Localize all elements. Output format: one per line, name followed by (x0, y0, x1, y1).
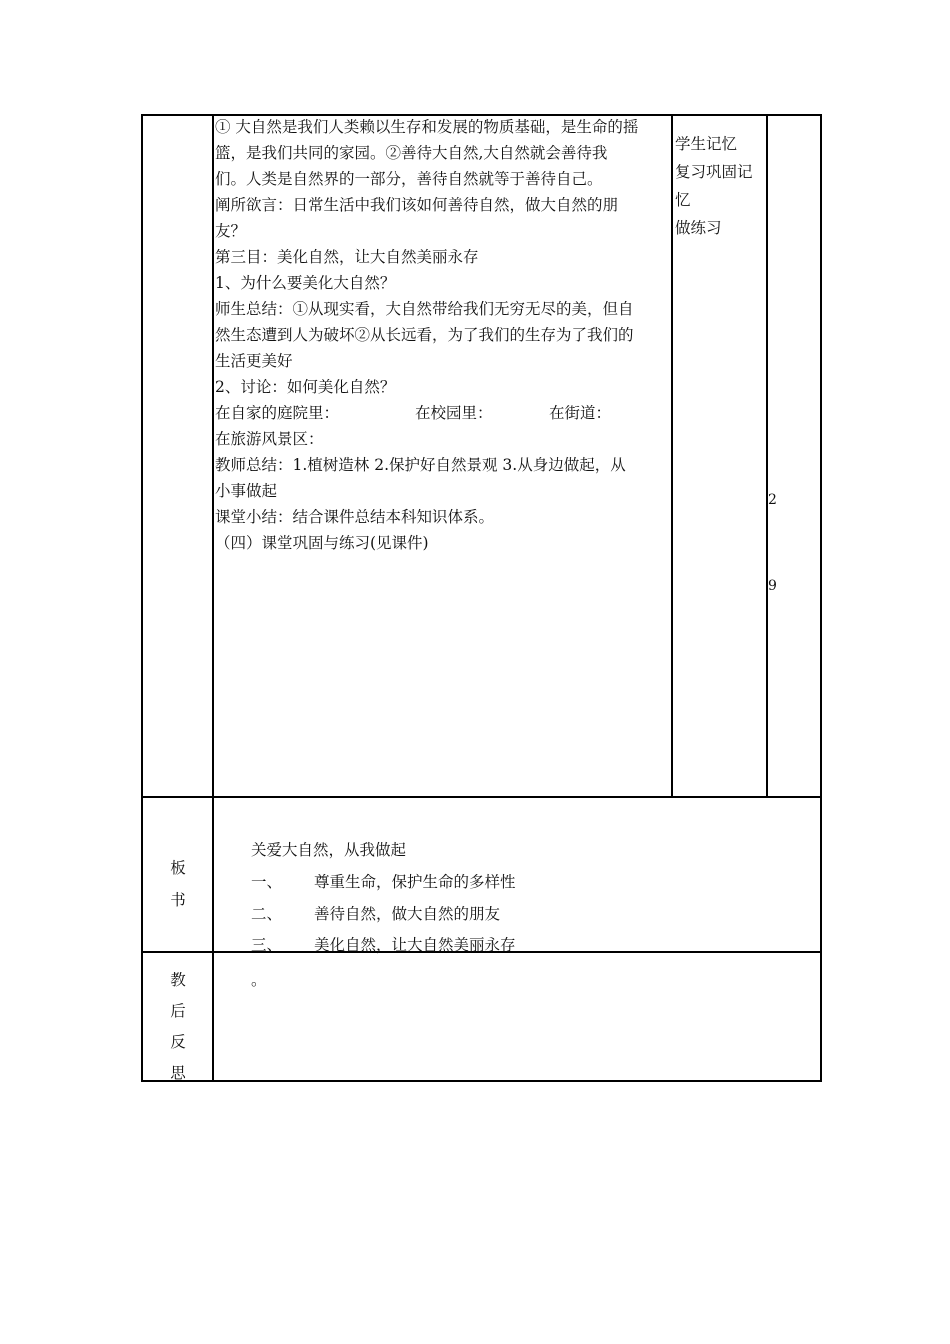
board-item-text: 美化自然，让大自然美丽永存 (314, 936, 516, 954)
column-divider-activity (671, 114, 673, 798)
content-line: 课堂小结：结合课件总结本科知识体系。 (215, 508, 495, 526)
table-bottom-border (141, 1080, 822, 1082)
content-line: 友？ (215, 222, 247, 240)
reflection-label-char: 反 (170, 1033, 186, 1051)
reflection-content: 。 (251, 971, 267, 989)
board-item-number: 一、 (251, 873, 283, 891)
discussion-home: 在自家的庭院里： (215, 404, 340, 422)
activity-line: 复习巩固记 (675, 163, 753, 181)
discussion-scenic: 在旅游风景区： (215, 430, 324, 448)
content-line: 1、为什么要美化大自然？ (215, 274, 396, 292)
activity-line: 忆 (675, 191, 691, 209)
discussion-school: 在校园里： (415, 404, 493, 422)
content-line: 们。人类是自然界的一部分，善待自然就等于善待自己。 (215, 170, 603, 188)
discussion-row (215, 400, 670, 426)
board-title: 关爱大自然，从我做起 (251, 841, 407, 859)
content-line: （四）课堂巩固与练习(见课件) (215, 534, 429, 552)
reflection-label-char: 后 (170, 1002, 186, 1020)
content-line: 小事做起 (215, 482, 278, 500)
content-line: ① 大自然是我们人类赖以生存和发展的物质基础，是生命的摇 (215, 118, 639, 136)
content-line: 教师总结：1.植树造林 2.保护好自然景观 3.从身边做起，从 (215, 456, 626, 474)
reflection-label-char: 思 (170, 1064, 186, 1082)
column-divider-label (212, 114, 214, 1082)
board-label-char: 书 (170, 891, 186, 909)
board-item-text: 尊重生命，保护生命的多样性 (314, 873, 516, 891)
content-line: 第三目：美化自然，让大自然美丽永存 (215, 248, 479, 266)
content-line: 然生态遭到人为破坏②从长远看，为了我们的生存为了我们的 (215, 326, 634, 344)
reflection-label-char: 教 (170, 971, 186, 989)
content-line: 阐所欲言：日常生活中我们该如何善待自然，做大自然的朋 (215, 196, 619, 214)
time-digit-bottom: 9 (768, 578, 777, 594)
board-item-number: 二、 (251, 905, 283, 923)
board-item-number: 三、 (251, 936, 283, 954)
time-digit-top: 2 (768, 492, 777, 508)
student-activity-cell (675, 130, 767, 242)
table-right-border (820, 114, 822, 1082)
discussion-street: 在街道： (549, 404, 612, 422)
content-line: 篮，是我们共同的家园。②善待大自然,大自然就会善待我 (215, 144, 608, 162)
table-left-border (141, 114, 143, 1082)
activity-line: 学生记忆 (675, 135, 738, 153)
content-line: 生活更美好 (215, 352, 293, 370)
content-line: 师生总结：①从现实看，大自然带给我们无穷无尽的美，但自 (215, 300, 634, 318)
board-label-char: 板 (170, 859, 186, 877)
teaching-content-cell (215, 114, 670, 556)
row-divider-board (141, 796, 822, 798)
activity-line: 做练习 (675, 219, 722, 237)
content-line: 2、讨论：如何美化自然？ (215, 378, 396, 396)
board-item-text: 善待自然，做大自然的朋友 (314, 905, 501, 923)
